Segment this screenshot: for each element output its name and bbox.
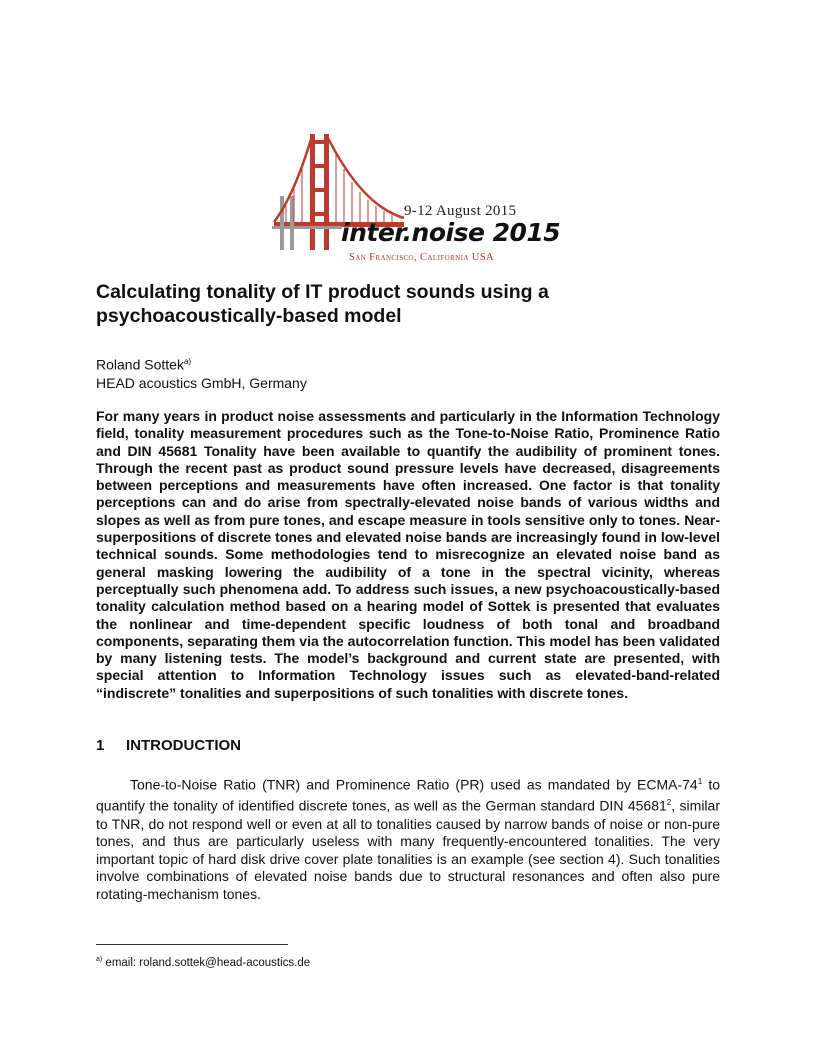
footnote-email: email: roland.sottek@head-acoustics.de [102,956,311,969]
footnote-divider [96,944,288,945]
section-title: INTRODUCTION [126,737,241,754]
section-heading [96,737,241,754]
paper-title: Calculating tonality of IT product sounds using a psychoacoustically-based model [96,281,549,327]
reference-1: 1 [697,777,703,786]
conference-date: 9-12 August 2015 [404,203,517,219]
abstract: For many years in product noise assessments and particularly in the Information Technology field, tonality measurement procedures such as the Tone-to-Noise Ratio, Prominence Ratio and DIN 45681 Tonality have been available to quantify the audibility of prominent tones. Through the recent past as product sound pressure levels have decreased, disagreements between perceptions and measurements have often increased. One factor is that tonality perceptions can and do arise from spectrally-elevated noise bands of various widths and slopes as well as from pure tones, and escape measure in tools sensitive only to tones. Near-superpositions of discrete tones and elevated noise bands are increasingly found in low-level technical sounds. Some methodologies tend to misrecognize an elevated noise band as general masking lowering the audibility of a tone in the spectral vicinity, whereas perceptually such phenomena add. To address such issues, a new psychoacoustically-based tonality calculation method based on a hearing model of Sottek is presented that evaluates the nonlinear and time-dependent specific loudness of both tonal and broadband components, separating them via the autocorrelation function. This model has been validated by many listening tests. The model’s background and current state are presented, with special attention to Information Technology issues such as elevated-band-related “indiscrete” tonalities and superpositions of such tonalities with discrete tones. [96,408,720,701]
reference-2: 2 [666,798,672,808]
intro-text-3: , similar to TNR, do not respond well or even at all to tonalities caused by narrow bands of noise or non-pure tones, and thus are particularly useless with many frequently-encountered tonalities. The very important topic of hard disk drive cover plate tonalities is an example (see section 4). Such tonalities involve combinations of elevated noise bands due to structural resonances and often also pure rotating-mechanism tones. [96,797,720,902]
footnote [96,956,310,969]
intro-paragraph [96,773,720,903]
author-footnote-mark: a) [183,357,192,366]
conference-location: San Francisco, California USA [349,252,495,263]
author-block [96,353,307,392]
conference-name: inter.noise 2015 [341,218,561,247]
author-line [96,353,307,374]
intro-text-2: to quantify the tonality of identified discrete tones, as well as the German standard DIN 45681 [96,776,720,814]
intro-text-1: Tone-to-Noise Ratio (TNR) and Prominence Ratio (PR) used as mandated by ECMA-74 [130,776,698,793]
section-number: 1 [96,737,105,754]
author-name: Roland Sottek [96,356,184,373]
affiliation: HEAD acoustics GmbH, Germany [96,374,307,391]
footnote-mark: a) [96,956,103,963]
